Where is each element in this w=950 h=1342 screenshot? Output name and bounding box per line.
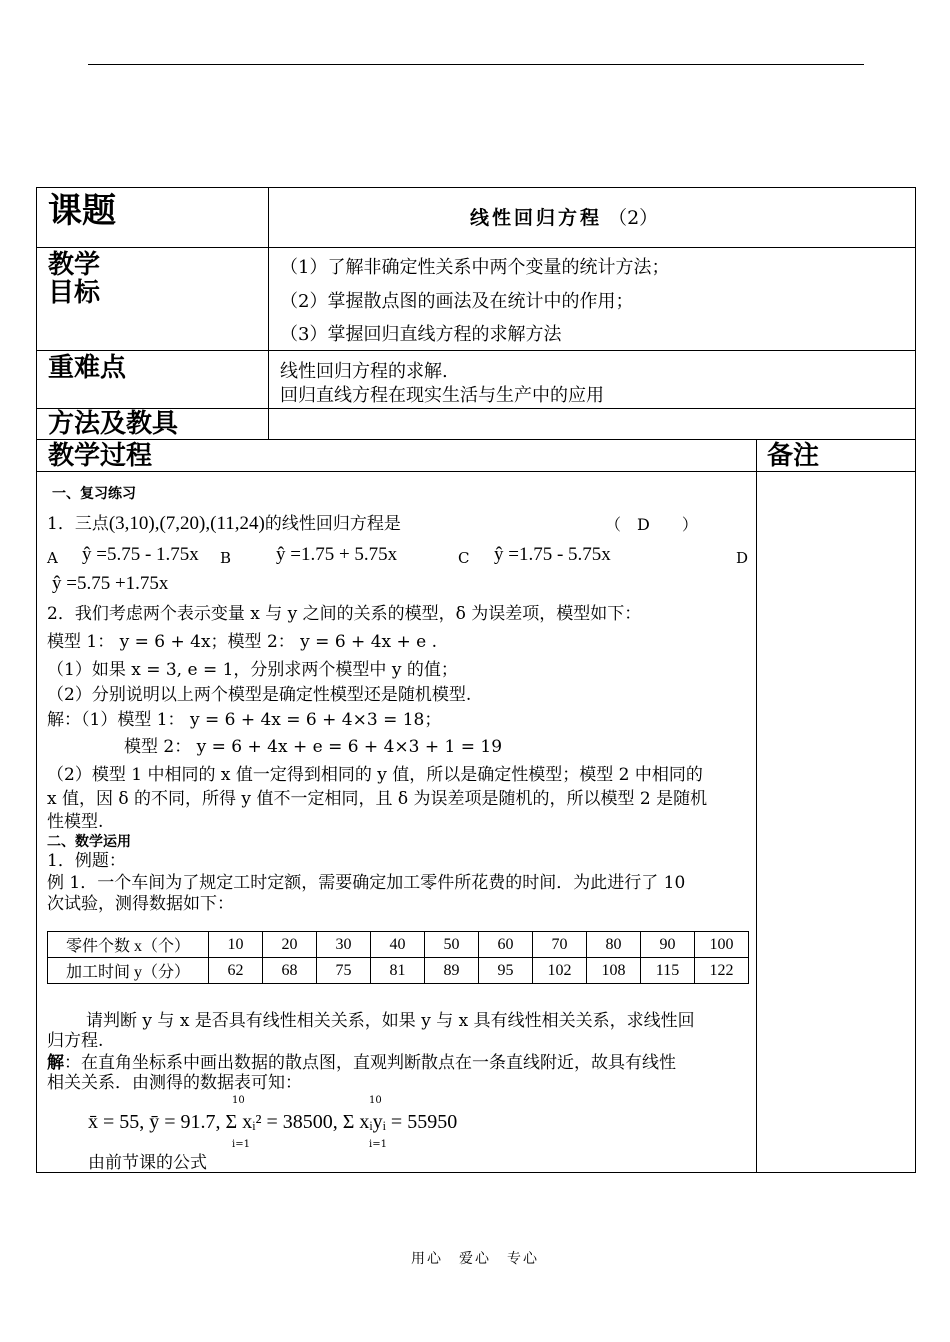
divider — [36, 350, 916, 351]
goal-3: （3）掌握回归直线方程的求解方法 — [280, 324, 562, 345]
option-b-label: B — [220, 549, 232, 567]
sum-upper-2: 10 — [369, 1095, 382, 1106]
judge-line-2: 归方程. — [47, 1031, 104, 1051]
footer: 用心 爱心 专心 — [411, 1251, 539, 1267]
divider — [756, 439, 757, 1173]
lesson-title-num: （2） — [608, 207, 659, 229]
table-cell: 40 — [371, 932, 425, 958]
solution-4: x 值，因 δ 的不同，所得 y 值不一定相同，且 δ 为误差项是随机的，所以模型 2 是随机 — [47, 789, 708, 809]
lesson-title-text: 线性回归方程 — [470, 207, 603, 229]
divider — [36, 439, 916, 440]
table-cell: 60 — [479, 932, 533, 958]
question-2: 2．我们考虑两个表示变量 x 与 y 之间的关系的模型，δ 为误差项，模型如下： — [47, 604, 642, 624]
table-cell: 30 — [317, 932, 371, 958]
option-a-label: A — [47, 549, 58, 567]
table-cell: 81 — [371, 958, 425, 984]
table-cell: 70 — [533, 932, 587, 958]
table-header: 零件个数 x（个） — [48, 932, 209, 958]
q1-answer: （ D ） — [605, 515, 698, 534]
q1-suffix: 的线性回归方程是 — [264, 514, 401, 534]
table-row — [48, 932, 749, 958]
goal-2: （2）掌握散点图的画法及在统计中的作用； — [280, 291, 634, 312]
table-cell: 50 — [425, 932, 479, 958]
table-cell: 10 — [209, 932, 263, 958]
goal-1: （1）了解非确定性关系中两个变量的统计方法； — [280, 257, 670, 278]
solution-label: 解 — [47, 1053, 64, 1073]
option-d: ŷ =5.75 +1.75x — [52, 573, 169, 594]
table-cell: 68 — [263, 958, 317, 984]
option-b: ŷ =1.75 + 5.75x — [276, 544, 398, 565]
table-cell: 102 — [533, 958, 587, 984]
label-method: 方法及教具 — [48, 409, 179, 439]
label-topic: 课题 — [48, 191, 116, 231]
sum-lower-1: i=1 — [232, 1139, 250, 1150]
solution-5: 性模型. — [47, 812, 104, 832]
label-goals-1: 教学 — [48, 250, 101, 280]
sum-lower-2: i=1 — [369, 1139, 387, 1150]
solution-2: 模型 2： y = 6 + 4x + e = 6 + 4×3 + 1 = 19 — [124, 737, 503, 757]
table-cell: 90 — [641, 932, 695, 958]
question-1 — [47, 514, 401, 534]
solution-line-1 — [47, 1053, 676, 1073]
formula: x̄ = 55, ȳ = 91.7, Σ xᵢ² = 38500, Σ xᵢyᵢ = 55950 — [88, 1111, 458, 1133]
data-table — [47, 931, 749, 984]
table-cell: 20 — [263, 932, 317, 958]
apply-heading: 二、数学运用 — [47, 834, 131, 850]
divider — [36, 247, 916, 248]
option-c-label: C — [458, 549, 470, 567]
option-a: ŷ =5.75 - 1.75x — [82, 544, 199, 565]
solution-line-2: 相关关系．由测得的数据表可知： — [47, 1073, 302, 1093]
table-row — [48, 958, 749, 984]
q2-part-1: （1）如果 x = 3, e = 1，分别求两个模型中 y 的值； — [47, 660, 458, 680]
divider — [268, 187, 269, 439]
judge-line-1: 请判断 y 与 x 是否具有线性相关关系，如果 y 与 x 具有线性相关关系，求线性回 — [86, 1011, 695, 1031]
table-cell: 95 — [479, 958, 533, 984]
q2-models: 模型 1： y = 6 + 4x；模型 2： y = 6 + 4x + e . — [47, 632, 438, 652]
q1-prefix: 1．三点 — [47, 514, 109, 534]
option-c: ŷ =1.75 - 5.75x — [494, 544, 611, 565]
table-cell: 115 — [641, 958, 695, 984]
formula-note: 由前节课的公式 — [88, 1153, 207, 1173]
example-1-b: 次试验，测得数据如下： — [47, 894, 234, 914]
key-point-1: 线性回归方程的求解. — [280, 361, 448, 382]
label-goals-2: 目标 — [48, 278, 101, 308]
label-process: 教学过程 — [48, 441, 153, 471]
example-1-a: 例 1．一个车间为了规定工时定额，需要确定加工零件所花费的时间．为此进行了 10 — [47, 873, 686, 893]
sum-upper-1: 10 — [232, 1095, 245, 1106]
label-key: 重难点 — [48, 353, 127, 383]
solution-text: ：在直角坐标系中画出数据的散点图，直观判断散点在一条直线附近，故具有线性 — [64, 1053, 676, 1073]
table-cell: 122 — [695, 958, 749, 984]
label-notes: 备注 — [767, 441, 820, 471]
table-cell: 89 — [425, 958, 479, 984]
solution-3: （2）模型 1 中相同的 x 值一定得到相同的 y 值，所以是确定性模型；模型 2 中相同的 — [47, 765, 703, 785]
table-cell: 62 — [209, 958, 263, 984]
table-cell: 108 — [587, 958, 641, 984]
key-point-2: 回归直线方程在现实生活与生产中的应用 — [280, 385, 604, 406]
table-cell: 75 — [317, 958, 371, 984]
table-header: 加工时间 y（分） — [48, 958, 209, 984]
example-label: 1．例题： — [47, 851, 126, 871]
divider — [36, 471, 916, 472]
q2-part-2: （2）分别说明以上两个模型是确定性模型还是随机模型. — [47, 685, 472, 705]
q1-points: (3,10),(7,20),(11,24) — [108, 513, 265, 534]
review-heading: 一、复习练习 — [52, 486, 136, 502]
solution-1: 解：（1）模型 1： y = 6 + 4x = 6 + 4×3 = 18； — [47, 710, 442, 730]
lesson-title — [470, 206, 658, 230]
table-cell: 80 — [587, 932, 641, 958]
table-cell: 100 — [695, 932, 749, 958]
option-d-label: D — [736, 549, 749, 567]
top-rule — [88, 64, 864, 65]
